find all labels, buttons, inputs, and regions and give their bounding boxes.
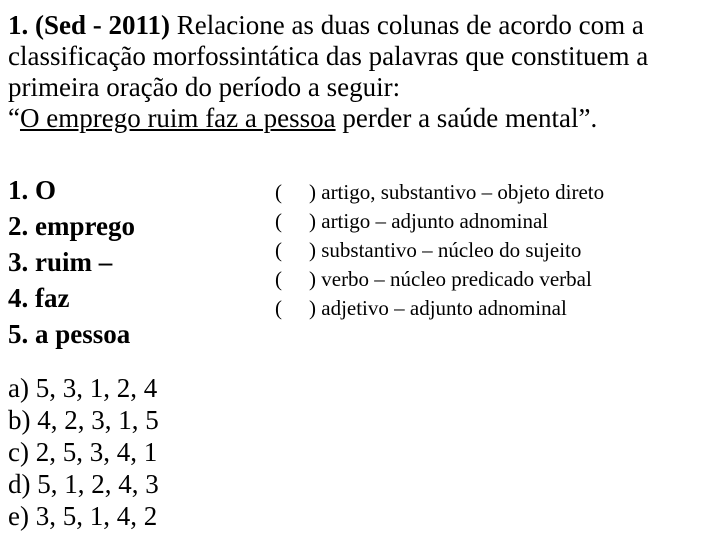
- quote-rest: perder a saúde mental”.: [335, 103, 598, 133]
- option-d: d) 5, 1, 2, 4, 3: [8, 469, 159, 499]
- right-item-text: ) adjetivo – adjunto adnominal: [309, 296, 567, 320]
- right-item-text: ) verbo – núcleo predicado verbal: [309, 267, 592, 291]
- option-a: a) 5, 3, 1, 2, 4: [8, 373, 158, 403]
- left-column: [8, 172, 135, 352]
- question-statement: [8, 10, 713, 134]
- right-item-3: [275, 236, 604, 265]
- question-text-2: classificação morfossintática das palavras que constituem a: [8, 41, 649, 71]
- right-item-2: [275, 207, 604, 236]
- left-item-5: 5. a pessoa: [8, 319, 131, 349]
- left-item-2: 2. emprego: [8, 211, 135, 241]
- answer-blank: (: [275, 296, 282, 320]
- option-e: e) 3, 5, 1, 4, 2: [8, 501, 158, 531]
- right-item-text: ) artigo – adjunto adnominal: [309, 209, 549, 233]
- answer-options: [8, 372, 159, 532]
- right-item-text: ) artigo, substantivo – objeto direto: [309, 180, 605, 204]
- right-item-5: [275, 294, 604, 323]
- question-number: 1.: [8, 10, 29, 40]
- right-column: [275, 178, 604, 323]
- answer-blank: (: [275, 180, 282, 204]
- right-item-4: [275, 265, 604, 294]
- question-text-3: primeira oração do período a seguir:: [8, 72, 401, 102]
- left-item-4: 4. faz: [8, 283, 70, 313]
- answer-blank: (: [275, 209, 282, 233]
- question-text-1: Relacione as duas colunas de acordo com a: [176, 10, 644, 40]
- question-line-1: [8, 10, 713, 41]
- left-item-3: 3. ruim –: [8, 247, 113, 277]
- answer-blank: (: [275, 238, 282, 262]
- quote-open-mark: “: [8, 103, 20, 133]
- right-item-1: [275, 178, 604, 207]
- answer-blank: (: [275, 267, 282, 291]
- option-b: b) 4, 2, 3, 1, 5: [8, 405, 159, 435]
- quote-underlined-phrase: O emprego ruim faz a pessoa: [19, 103, 336, 133]
- option-c: c) 2, 5, 3, 4, 1: [8, 437, 158, 467]
- question-source: (Sed - 2011): [35, 10, 170, 40]
- left-item-1: 1. O: [8, 175, 57, 205]
- quoted-sentence: [8, 103, 713, 134]
- right-item-text: ) substantivo – núcleo do sujeito: [309, 238, 582, 262]
